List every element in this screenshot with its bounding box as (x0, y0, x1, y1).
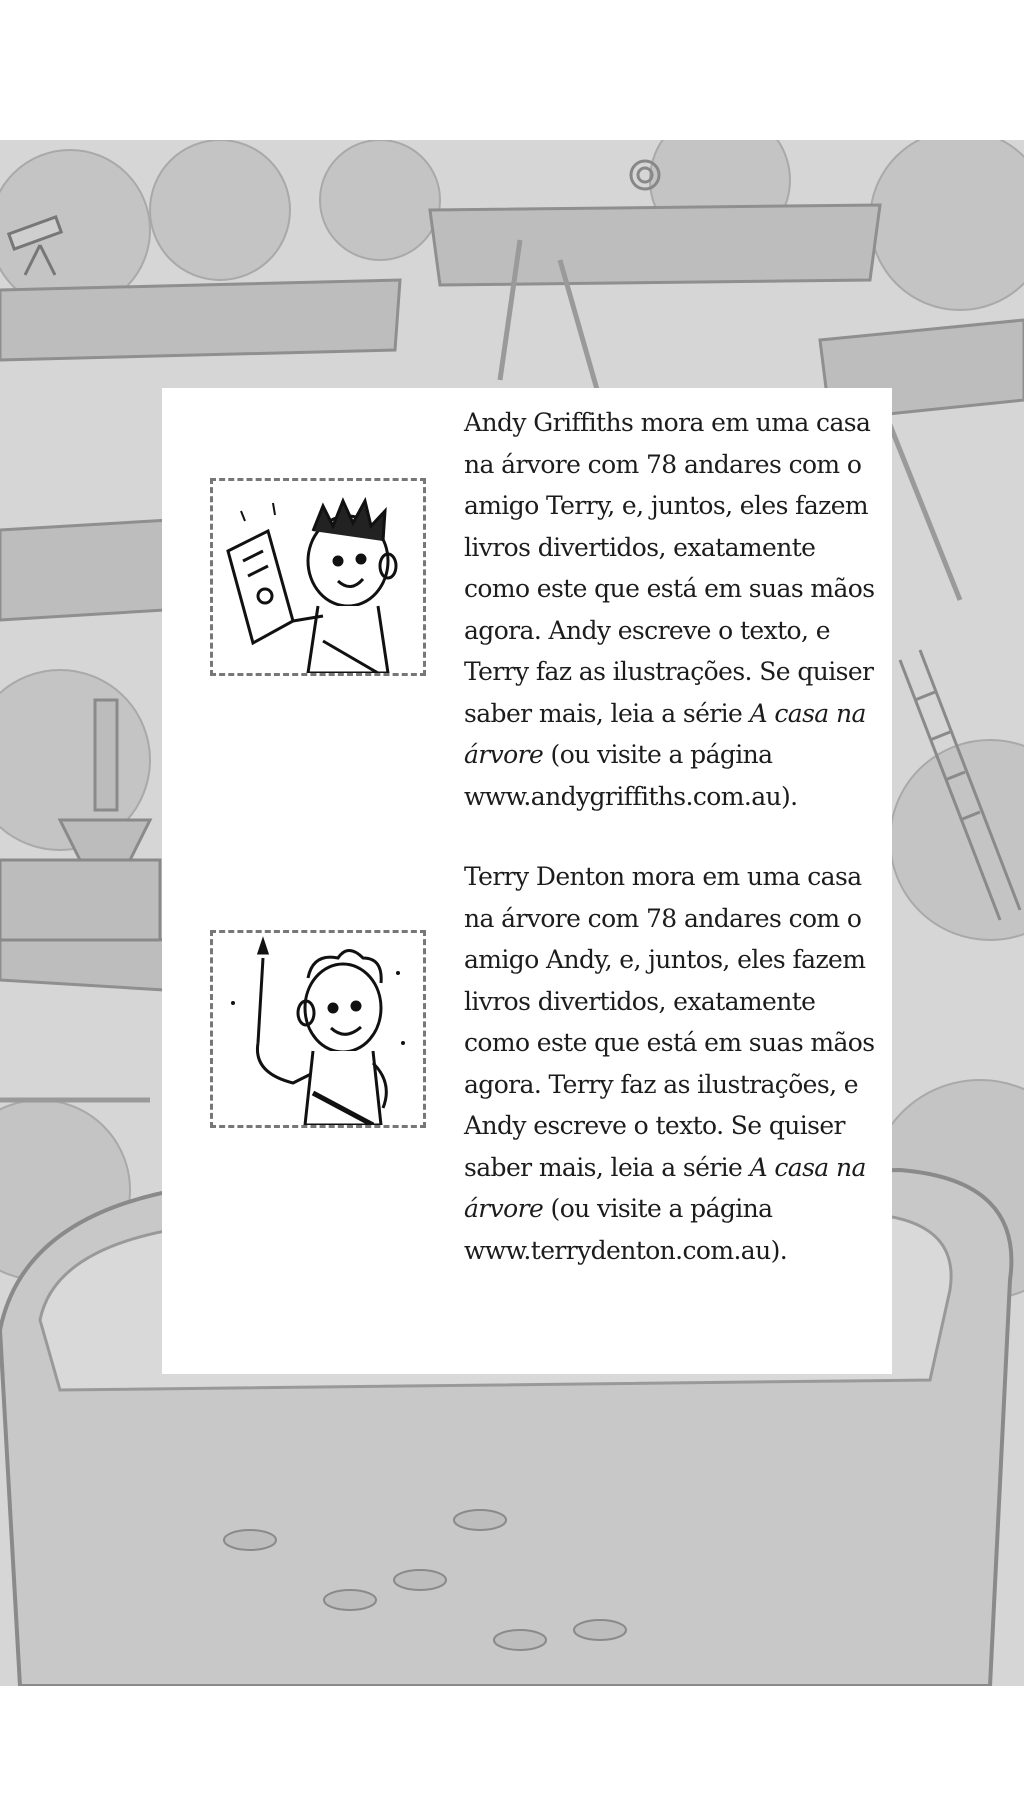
terry-bio-line-7: Andy escreve o texto. Se quiser (464, 1111, 845, 1140)
andy-reading-icon (213, 481, 423, 673)
terry-portrait (210, 930, 426, 1128)
andy-website-link[interactable]: www.andygriffiths.com.au). (464, 781, 798, 811)
andy-bio-line-5: como este que está em suas mãos (464, 574, 875, 603)
andy-bio-line-1: Andy Griffiths mora em uma casa (464, 408, 871, 437)
terry-bio-series-title-a: A casa na (749, 1152, 866, 1182)
andy-bio-series-title-b: árvore (464, 740, 544, 769)
terry-bio-line-1: Terry Denton mora em uma casa (464, 862, 862, 891)
terry-pencil-icon (213, 933, 423, 1125)
terry-bio-line-3: amigo Andy, e, juntos, eles fazem (464, 945, 866, 974)
andy-bio-line-7: Terry faz as ilustrações. Se quiser (464, 657, 874, 686)
andy-bio-line-4: livros divertidos, exatamente (464, 532, 816, 562)
andy-bio-line-9: (ou visite a página (543, 740, 773, 769)
terry-bio-line-8a: saber mais, leia a série (464, 1152, 750, 1182)
andy-bio-line-8a: saber mais, leia a série (464, 698, 750, 728)
andy-bio-line-6: agora. Andy escreve o texto, e (464, 615, 830, 645)
terry-bio-line-5: como este que está em suas mãos (464, 1028, 875, 1057)
andy-bio-series-title-a: A casa na (749, 698, 866, 728)
terry-bio-line-6: agora. Terry faz as ilustrações, e (464, 1069, 858, 1099)
terry-bio-series-title-b: árvore (464, 1194, 544, 1223)
terry-bio-line-2: na árvore com 78 andares com o (464, 903, 862, 933)
terry-bio-line-4: livros divertidos, exatamente (464, 986, 816, 1016)
andy-portrait (210, 478, 426, 676)
terry-bio (464, 856, 884, 1271)
andy-bio (464, 402, 884, 817)
terry-bio-line-9: (ou visite a página (543, 1194, 773, 1223)
andy-bio-line-2: na árvore com 78 andares com o (464, 449, 862, 479)
author-info-card (162, 388, 892, 1374)
terry-website-link[interactable]: www.terrydenton.com.au). (464, 1235, 788, 1265)
andy-bio-line-3: amigo Terry, e, juntos, eles fazem (464, 491, 868, 520)
